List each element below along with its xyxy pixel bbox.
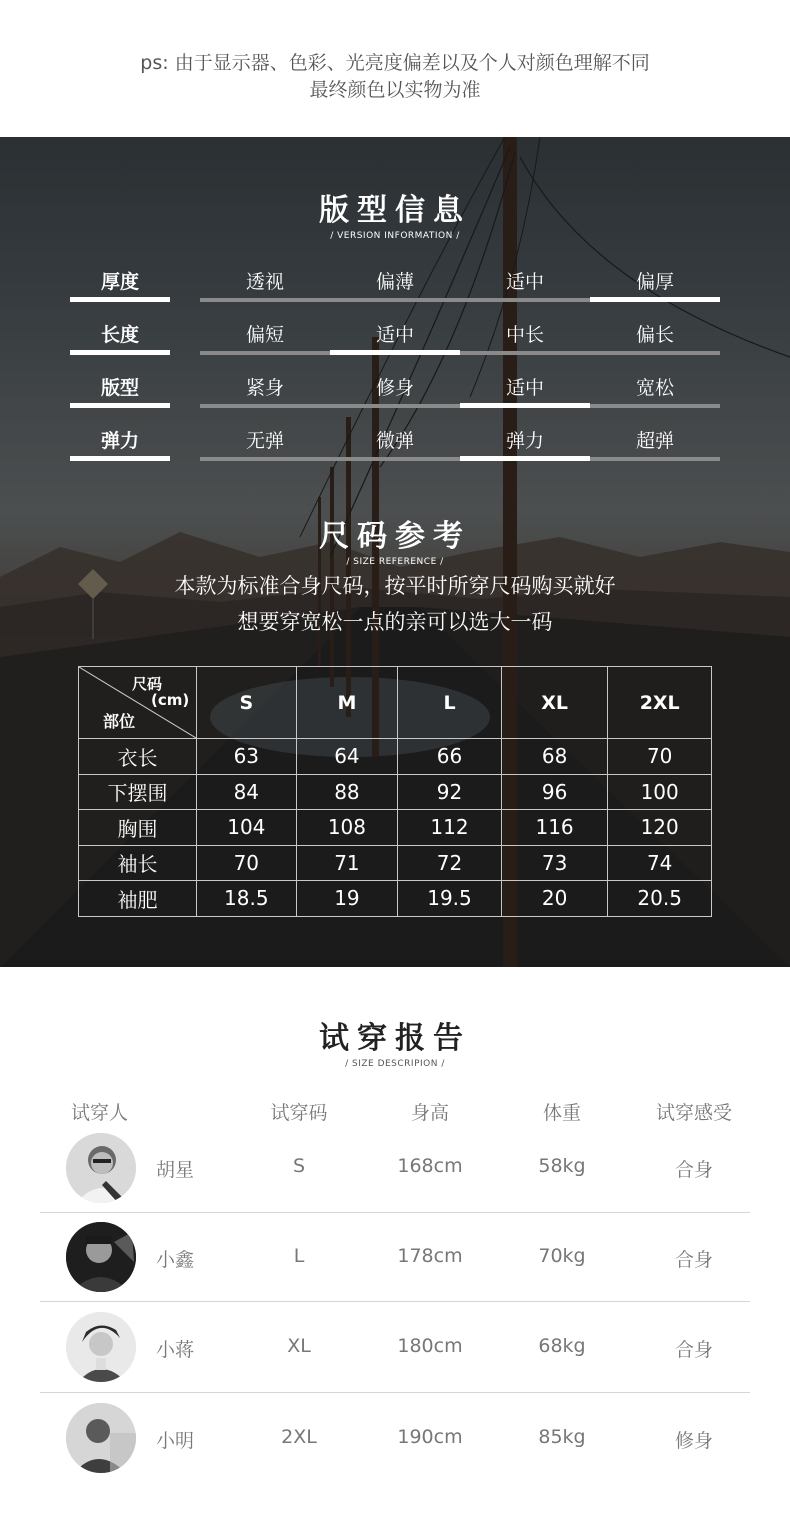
tester-weight: 68kg	[538, 1335, 586, 1357]
row-divider	[40, 1392, 750, 1393]
avatar	[66, 1222, 136, 1292]
version-info-title: 版型信息	[319, 193, 471, 228]
fit-option: 修身	[375, 377, 414, 399]
fit-option: 中长	[505, 324, 544, 346]
header-weight: 体重	[542, 1102, 581, 1124]
fit-option: 无弹	[245, 430, 284, 452]
measurement-cell: 19	[296, 881, 398, 917]
fit-option: 偏薄	[375, 271, 414, 293]
tester-weight: 70kg	[538, 1245, 586, 1267]
tester-height: 178cm	[397, 1245, 463, 1267]
part-name-cell: 袖肥	[79, 881, 197, 917]
tester-height: 190cm	[397, 1426, 463, 1448]
measurement-cell: 70	[608, 739, 712, 775]
measurement-cell: 68	[501, 739, 608, 775]
tester-weight: 85kg	[538, 1426, 586, 1448]
tester-size: XL	[287, 1335, 311, 1357]
size-advice-line-1: 本款为标准合身尺码，按平时所穿尺码购买就好	[174, 574, 616, 598]
header-tester: 试穿人	[71, 1102, 129, 1124]
disclaimer-line-1: ps: 由于显示器、色彩、光亮度偏差以及个人对颜色理解不同	[140, 52, 650, 74]
fit-scale-indicator	[460, 403, 590, 408]
tester-feeling: 合身	[674, 1339, 713, 1361]
measurement-cell: 18.5	[197, 881, 297, 917]
measurement-cell: 92	[398, 774, 502, 810]
fit-option-selected: 偏厚	[635, 271, 674, 293]
measurement-cell: 66	[398, 739, 502, 775]
table-row	[79, 774, 712, 810]
fit-option: 透视	[245, 271, 284, 293]
fit-scale-indicator	[590, 297, 720, 302]
measurement-cell: 84	[197, 774, 297, 810]
tester-name: 胡星	[155, 1159, 194, 1181]
tester-size: 2XL	[281, 1426, 317, 1448]
fit-label-thickness: 厚度	[100, 271, 139, 293]
measurement-cell: 70	[197, 845, 297, 881]
tester-height: 180cm	[397, 1335, 463, 1357]
tester-name: 小蒋	[155, 1339, 194, 1361]
fit-option-selected: 弹力	[505, 430, 544, 452]
measurement-cell: 63	[197, 739, 297, 775]
fit-label-type: 版型	[100, 377, 139, 399]
measurement-cell: 112	[398, 810, 502, 846]
fit-label-length: 长度	[100, 324, 139, 346]
fit-option: 偏短	[245, 324, 284, 346]
measurement-cell: 20.5	[608, 881, 712, 917]
measurement-cell: 120	[608, 810, 712, 846]
tester-height: 168cm	[397, 1155, 463, 1177]
measurement-cell: 73	[501, 845, 608, 881]
size-advice-line-2: 想要穿宽松一点的亲可以选大一码	[237, 610, 553, 634]
header-height: 身高	[410, 1102, 449, 1124]
fit-scale-indicator	[460, 456, 590, 461]
avatar	[66, 1403, 136, 1473]
row-divider	[40, 1301, 750, 1302]
fit-option-selected: 适中	[375, 324, 414, 346]
fit-scale-indicator	[330, 350, 460, 355]
measurement-cell: 104	[197, 810, 297, 846]
tester-size: L	[293, 1245, 305, 1267]
tester-weight: 58kg	[538, 1155, 586, 1177]
size-table-corner	[79, 667, 197, 739]
fit-and-size-section	[0, 137, 790, 967]
size-reference-subtitle: / SIZE REFERENCE /	[346, 557, 444, 567]
corner-part-label: 部位	[103, 712, 136, 731]
size-header-cell: 2XL	[608, 667, 712, 739]
measurement-cell: 96	[501, 774, 608, 810]
fit-label-underline	[70, 456, 170, 461]
table-row	[79, 845, 712, 881]
color-disclaimer	[0, 0, 790, 137]
fit-option: 超弹	[635, 430, 674, 452]
measurement-cell: 74	[608, 845, 712, 881]
size-reference-title: 尺码参考	[319, 519, 471, 554]
size-header-cell: L	[398, 667, 502, 739]
measurement-cell: 72	[398, 845, 502, 881]
try-report-heading	[0, 1013, 790, 1069]
part-name-cell: 衣长	[79, 739, 197, 775]
fit-label-underline	[70, 403, 170, 408]
fit-option: 紧身	[245, 377, 284, 399]
measurement-cell: 71	[296, 845, 398, 881]
try-report-subtitle: / SIZE DESCRIPION /	[345, 1059, 445, 1069]
fit-option: 适中	[505, 271, 544, 293]
measurement-cell: 64	[296, 739, 398, 775]
fit-scale-track	[200, 351, 720, 355]
table-row	[79, 881, 712, 917]
size-header-cell: M	[296, 667, 398, 739]
fit-label-underline	[70, 297, 170, 302]
fit-label-underline	[70, 350, 170, 355]
measurement-cell: 20	[501, 881, 608, 917]
table-row	[79, 810, 712, 846]
size-header-cell: S	[197, 667, 297, 739]
size-chart-table	[78, 666, 712, 917]
row-divider	[40, 1212, 750, 1213]
version-info-heading	[0, 185, 790, 241]
version-info-subtitle: / VERSION INFORMATION /	[330, 231, 460, 241]
measurement-cell: 19.5	[398, 881, 502, 917]
part-name-cell: 胸围	[79, 810, 197, 846]
size-header-row	[79, 667, 712, 739]
part-name-cell: 袖长	[79, 845, 197, 881]
size-header-cell: XL	[501, 667, 608, 739]
tester-feeling: 修身	[674, 1430, 713, 1452]
header-size: 试穿码	[270, 1102, 328, 1124]
tester-name: 小明	[155, 1430, 194, 1452]
measurement-cell: 108	[296, 810, 398, 846]
avatar	[66, 1133, 136, 1203]
fit-option: 宽松	[635, 377, 674, 399]
avatar	[66, 1312, 136, 1382]
fit-option: 偏长	[635, 324, 674, 346]
tester-size: S	[292, 1155, 306, 1177]
header-feeling: 试穿感受	[655, 1102, 732, 1124]
part-name-cell: 下摆围	[79, 774, 197, 810]
try-report-title: 试穿报告	[319, 1021, 471, 1056]
disclaimer-line-2: 最终颜色以实物为准	[309, 79, 481, 101]
tester-feeling: 合身	[674, 1159, 713, 1181]
tester-feeling: 合身	[674, 1249, 713, 1271]
size-reference-heading	[0, 511, 790, 567]
fit-label-elasticity: 弹力	[100, 430, 139, 452]
fit-option: 微弹	[375, 430, 414, 452]
measurement-cell: 116	[501, 810, 608, 846]
corner-size-label: 尺码	[132, 675, 163, 693]
corner-unit-label: (cm)	[151, 691, 190, 709]
measurement-cell: 100	[608, 774, 712, 810]
fit-option-selected: 适中	[505, 377, 544, 399]
table-row	[79, 739, 712, 775]
tester-name: 小鑫	[155, 1249, 194, 1271]
measurement-cell: 88	[296, 774, 398, 810]
